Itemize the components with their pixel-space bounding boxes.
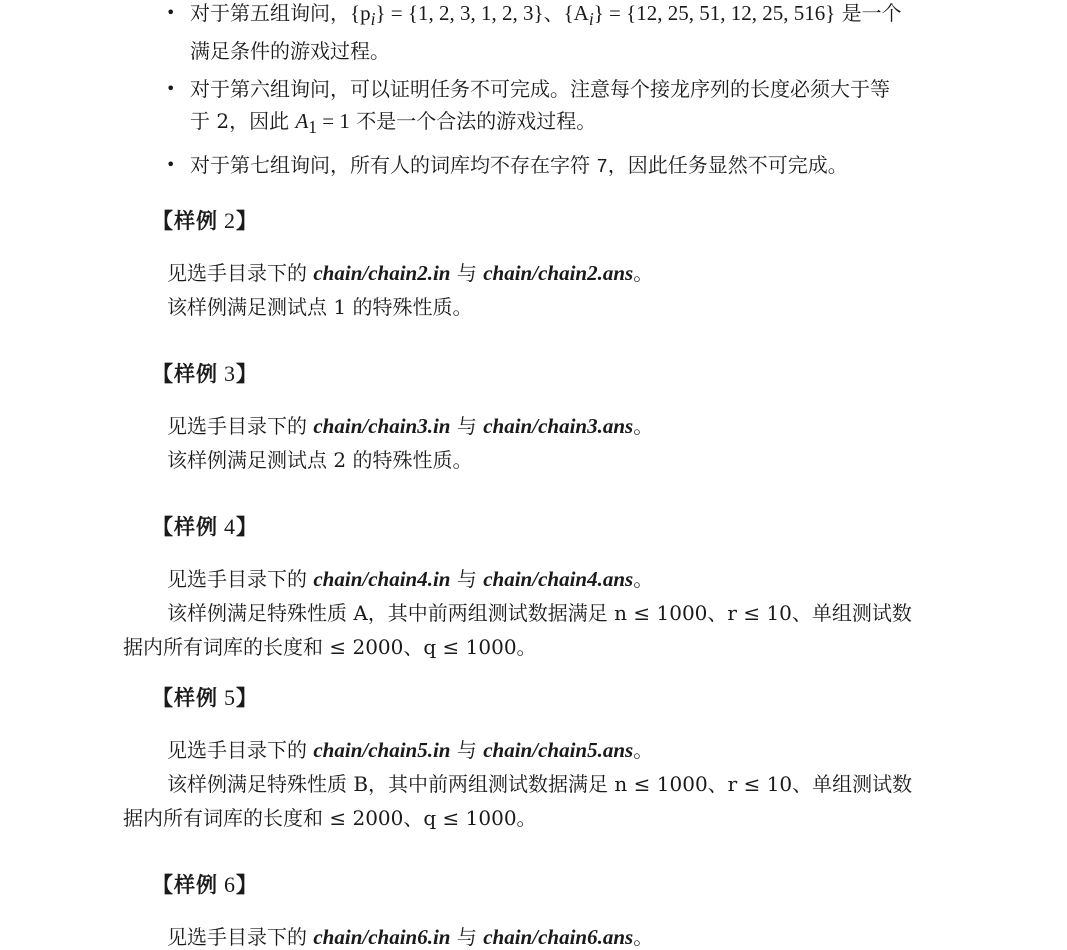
input-file-name: chain/chain2.in (313, 261, 451, 285)
answer-file-name: chain/chain2.ans (483, 261, 634, 285)
line-text: 见选手目录下的 (167, 738, 314, 762)
math-a1 (295, 109, 350, 138)
line-text: 见选手目录下的 (167, 261, 314, 285)
math-text: = 1 (317, 109, 350, 134)
separator: 、 (543, 1, 564, 25)
sample-heading (152, 205, 258, 235)
heading-bracket: 】 (236, 515, 258, 539)
bullet-text: 不是一个合法的游戏过程。 (349, 109, 597, 134)
bullet-text: 对于第七组询问，所有人的词库均不存在字符 (190, 153, 597, 178)
line-text: 。 (633, 925, 654, 949)
line-text: 与 (450, 738, 484, 762)
line-text: 。 (633, 414, 654, 438)
bullet-text: 对于第五组询问， (190, 1, 350, 25)
sample-heading (152, 869, 258, 899)
math-text: } = {12, 25, 51, 12, 25, 516} (593, 1, 836, 25)
heading-bracket: 】 (236, 362, 258, 386)
heading-number: 4 (224, 514, 236, 539)
heading-text: 【样例 (152, 686, 218, 710)
math-sub: i (588, 9, 594, 30)
line-text: 与 (450, 261, 484, 285)
line-text: 与 (450, 414, 484, 438)
input-file-name: chain/chain6.in (313, 925, 451, 949)
answer-file-name: chain/chain5.ans (483, 738, 634, 762)
input-file-name: chain/chain5.in (313, 738, 451, 762)
sample-desc-line-continued: 据内所有词库的长度和 ≤ 2000、q ≤ 1000。 (123, 635, 537, 659)
sample-desc-line: 该样例满足测试点 1 的特殊性质。 (167, 295, 473, 319)
sample-files-line (167, 257, 653, 286)
line-text: 。 (633, 567, 654, 591)
bullet-item-query-5 (166, 0, 956, 67)
heading-number: 3 (224, 361, 236, 386)
sample-files-line (167, 734, 653, 763)
sample-files-line (167, 921, 653, 950)
bullet-dot: • (166, 3, 176, 22)
bullet-dot: • (166, 155, 176, 175)
bullet-item-query-7 (166, 149, 956, 183)
bullet-item-query-6 (166, 73, 956, 143)
heading-text: 【样例 (152, 515, 218, 539)
bullet-text: ，因此任务显然不可完成。 (607, 153, 848, 178)
sample-heading (152, 358, 258, 388)
sample-files-line (167, 563, 653, 592)
line-text: 。 (633, 738, 654, 762)
input-file-name: chain/chain3.in (313, 414, 451, 438)
heading-bracket: 】 (236, 873, 258, 897)
math-text: {A (563, 1, 589, 25)
line-text: 。 (633, 261, 654, 285)
math-sub: 1 (308, 117, 318, 138)
sample-desc-line: 该样例满足测试点 2 的特殊性质。 (167, 448, 473, 472)
line-text: 与 (450, 925, 484, 949)
math-text: } = {1, 2, 3, 1, 2, 3} (375, 1, 544, 25)
heading-number: 5 (224, 685, 236, 710)
heading-text: 【样例 (152, 873, 218, 897)
bullet-text: 满足条件的游戏过程。 (190, 39, 390, 64)
input-file-name: chain/chain4.in (313, 567, 451, 591)
sample-files-line (167, 410, 653, 439)
char-code: 7 (596, 156, 608, 179)
sample-heading (152, 682, 258, 712)
answer-file-name: chain/chain3.ans (483, 414, 634, 438)
heading-text: 【样例 (152, 209, 218, 233)
line-text: 见选手目录下的 (167, 567, 314, 591)
bullet-dot: • (166, 79, 176, 99)
sample-desc-line: 该样例满足特殊性质 B，其中前两组测试数据满足 n ≤ 1000、r ≤ 10、单组测试数 (167, 772, 913, 796)
answer-file-name: chain/chain4.ans (483, 567, 634, 591)
sample-heading (152, 511, 258, 541)
heading-bracket: 】 (236, 686, 258, 710)
line-text: 与 (450, 567, 484, 591)
heading-text: 【样例 (152, 362, 218, 386)
math-text: A (295, 109, 309, 134)
bullet-text: 对于第六组询问，可以证明任务不可完成。注意每个接龙序列的长度必须大于等 (190, 77, 890, 102)
heading-number: 6 (224, 872, 236, 897)
bullet-list (166, 0, 956, 183)
sample-desc-line: 该样例满足特殊性质 A，其中前两组测试数据满足 n ≤ 1000、r ≤ 10、单组测试数 (167, 601, 912, 625)
answer-file-name: chain/chain6.ans (483, 925, 634, 949)
line-text: 见选手目录下的 (167, 414, 314, 438)
line-text: 见选手目录下的 (167, 925, 314, 949)
math-text: {p (350, 1, 371, 25)
bullet-text: 是一个 (835, 1, 902, 25)
bullet-text: 于 2，因此 (190, 109, 296, 134)
math-sub: i (370, 9, 376, 30)
math-p-set (350, 1, 544, 30)
heading-bracket: 】 (236, 209, 258, 233)
sample-desc-line-continued: 据内所有词库的长度和 ≤ 2000、q ≤ 1000。 (123, 806, 537, 830)
heading-number: 2 (224, 208, 236, 233)
math-a-set (563, 1, 836, 30)
